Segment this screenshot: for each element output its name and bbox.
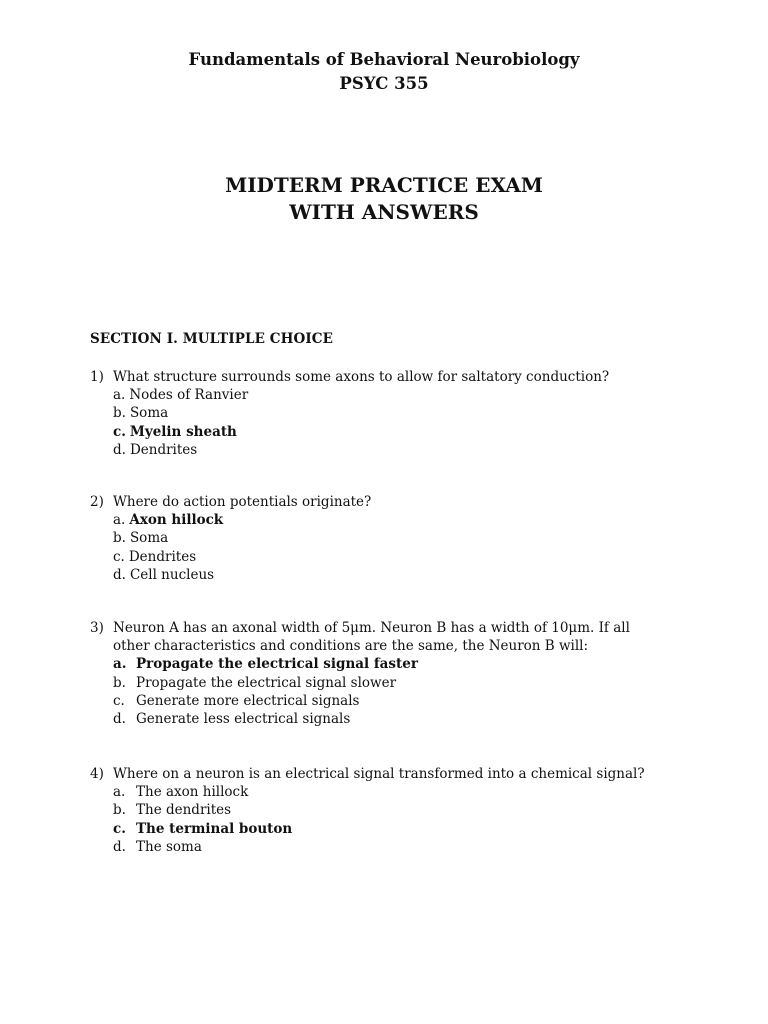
question-3 [90, 619, 650, 728]
answer-option [113, 710, 650, 728]
section-title: SECTION I. MULTIPLE CHOICE [90, 331, 333, 347]
question-text: What structure surrounds some axons to allow for saltatory conduction? [113, 369, 610, 385]
answer-option [113, 386, 650, 404]
correct-answer-option [113, 423, 650, 441]
answer-option [113, 548, 650, 566]
option-letter: b. [113, 802, 126, 819]
answer-option [113, 404, 650, 422]
correct-answer-option [113, 511, 650, 529]
question-4 [90, 765, 650, 856]
answer-options [90, 511, 650, 584]
exam-title-line-2: WITH ANSWERS [289, 200, 479, 224]
option-text: Propagate the electrical signal slower [136, 674, 397, 691]
option-text: Soma [129, 530, 169, 547]
answer-option [113, 801, 650, 819]
option-letter: a. [113, 387, 126, 404]
question-number: 2) [90, 494, 104, 510]
question-number: 1) [90, 369, 104, 385]
answer-options [90, 655, 650, 728]
question-text: Where on a neuron is an electrical signal transformed into a chemical signal? [113, 766, 645, 782]
option-letter: b. [113, 674, 126, 691]
option-text: Generate less electrical signals [136, 711, 351, 728]
option-letter: b. [113, 530, 126, 547]
question-number: 4) [90, 766, 104, 782]
option-letter: a. [113, 784, 126, 801]
course-title: Fundamentals of Behavioral Neurobiology [188, 50, 580, 69]
option-letter: c. [113, 692, 125, 709]
option-letter: b. [113, 405, 126, 422]
option-letter: a. [113, 512, 126, 529]
option-text: The terminal bouton [136, 820, 293, 837]
answer-options [90, 386, 650, 459]
question-1 [90, 368, 650, 459]
option-text: Soma [129, 405, 169, 422]
course-header [0, 48, 768, 96]
answer-option [113, 692, 650, 710]
option-letter: c. [113, 820, 126, 837]
option-text: Generate more electrical signals [136, 692, 360, 709]
answer-option [113, 783, 650, 801]
correct-answer-option [113, 655, 650, 673]
option-text: Cell nucleus [129, 566, 215, 583]
question-2 [90, 493, 650, 584]
question-text: Neuron A has an axonal width of 5μm. Neuron B has a width of 10μm. If all other characteristics and conditions are the same, the Neuron B will: [113, 620, 630, 655]
answer-option [113, 441, 650, 459]
option-text: Nodes of Ranvier [129, 387, 249, 404]
option-text: Propagate the electrical signal faster [136, 656, 418, 673]
option-text: Dendrites [129, 441, 198, 458]
option-text: Dendrites [128, 548, 197, 565]
exam-title [0, 172, 768, 226]
answer-option [113, 674, 650, 692]
question-text: Where do action potentials originate? [113, 494, 372, 510]
answer-option [113, 566, 650, 584]
answer-option [113, 529, 650, 547]
exam-title-line-1: MIDTERM PRACTICE EXAM [225, 173, 543, 197]
option-letter: a. [113, 656, 127, 673]
option-letter: d. [113, 566, 126, 583]
option-letter: c. [113, 548, 125, 565]
option-letter: d. [113, 441, 126, 458]
option-text: Axon hillock [129, 512, 224, 529]
option-text: The dendrites [136, 802, 232, 819]
correct-answer-option [113, 820, 650, 838]
option-letter: c. [113, 423, 126, 440]
option-text: The axon hillock [136, 784, 249, 801]
answer-option [113, 838, 650, 856]
option-text: The soma [136, 838, 202, 855]
option-letter: d. [113, 711, 126, 728]
course-code: PSYC 355 [339, 74, 429, 93]
answer-options [90, 783, 650, 856]
option-letter: d. [113, 838, 126, 855]
question-number: 3) [90, 620, 104, 636]
option-text: Myelin sheath [129, 423, 237, 440]
